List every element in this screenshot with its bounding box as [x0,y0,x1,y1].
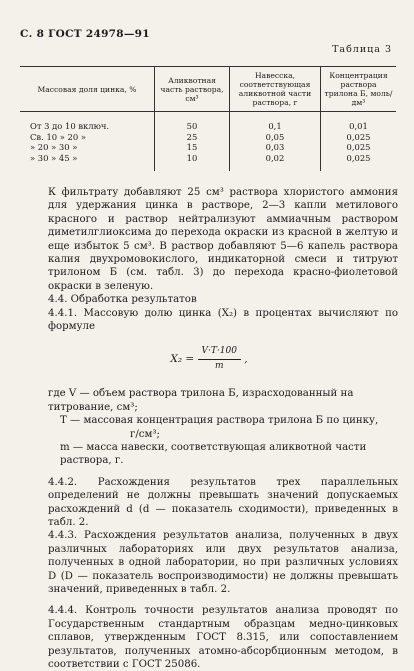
body-text [20,186,398,671]
cell-mass: 0,05 [230,132,321,143]
cell-aliquot: 15 [155,142,230,153]
section-heading-processing: 4.4. Обработка результатов [48,294,197,306]
definition-m: m — масса навески, соответствующая аликвотной части раствора, г. [60,441,367,467]
paragraph-4-4-3: 4.4.3. Расхождения результатов анализа, полученных в двух различных лабораториях или двух результатов анализа, полученных в одной лаборатории, но при различных условиях D (D — показатель воспроизводимости) не должны превышать значений, приведенных в табл. 2. [48,530,398,595]
table-3 [20,66,396,171]
cell-aliquot: 25 [155,132,230,143]
cell-concentration: 0,025 [321,142,397,153]
formula-definitions [20,387,398,467]
cell-mass: 0,03 [230,142,321,153]
col-sample-mass: Навесска, соответствующая аликвотной части раствора, г [230,67,321,112]
cell-concentration: 0,01 [321,112,397,132]
cell-range: Св. 10 » 20 » [30,131,86,142]
definition-v: где V — объем раствора трилона Б, израсходованный на титрование, см³; [48,388,354,413]
paragraph-4-4-1: 4.4.1. Массовую долю цинка (X₂) в процентах вычисляют по формуле [48,307,398,333]
table-header-row [20,67,396,112]
cell-aliquot: 10 [155,153,230,172]
table-row [20,142,396,153]
formula [20,345,398,373]
table-caption: Таблица 3 [332,44,392,55]
formula-lhs: X₂ = [170,353,195,366]
formula-denominator: m [214,360,224,371]
col-trilon-concentration: Концентрация раствора трилона Б, моль/дм³ [321,67,397,112]
definition-t: T — массовая концентрация раствора трилона Б по цинку, [60,415,379,427]
page-header: С. 8 ГОСТ 24978—91 [20,28,150,40]
cell-range: » 30 » 45 » [30,152,78,163]
cell-concentration: 0,025 [321,153,397,172]
col-aliquot: Аликвотная часть раствора, см³ [155,67,230,112]
col-zinc-fraction: Массовая доля цинка, % [20,67,155,112]
formula-fraction [198,345,241,373]
formula-numerator: V·T·100 [198,345,241,359]
cell-range: » 20 » 30 » [30,142,78,153]
table-row [20,153,396,172]
cell-range: От 3 до 10 включ. [30,121,110,131]
definition-t-unit: г/см³; [130,428,160,440]
cell-mass: 0,02 [230,153,321,172]
paragraph-4-4-2: 4.4.2. Расхождения результатов трех параллельных определений не должны превышать значений допускаемых расхождений d (d — показатель сходимости), приведенных в табл. 2. [48,476,398,528]
formula-end: , [244,353,248,366]
table-row [20,132,396,143]
paragraph-4-4-4: 4.4.4. Контроль точности результатов анализа проводят по Государственным стандартным образцам медно-цинковых сплавов, утвержденным ГОСТ 8.315, или сопоставлением результатов, полученных атомно-абсорбционным методом, в соответствии с ГОСТ 25086. [48,605,398,670]
table-row [20,112,396,132]
cell-mass: 0,1 [230,112,321,132]
cell-concentration: 0,025 [321,132,397,143]
cell-aliquot: 50 [155,112,230,132]
paragraph-filtrate: К фильтрату добавляют 25 см³ раствора хлористого аммония для удержания цинка в растворе, 2—3 капли метилового красного и раствор нейтрализуют аммиачным раствором диметилглиоксима до перехода окраски из красной в желтую и еще избыток 5 см³. В раствор добавляют 5—6 капель раствора калия двухромовокислого, индикаторной смеси и титруют трилоном Б (см. табл. 3) до перехода красно-фиолетовой окраски в зеленую. [48,187,398,292]
